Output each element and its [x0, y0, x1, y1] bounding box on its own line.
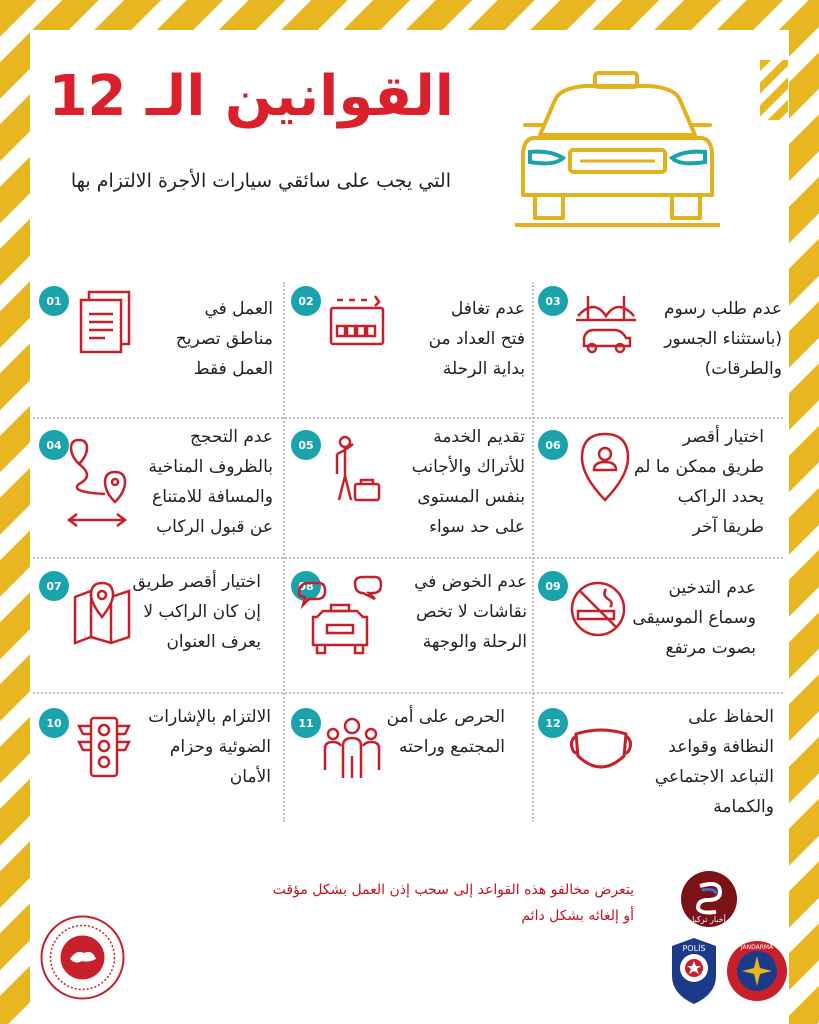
rule-text-line: للأتراك والأجانب: [411, 457, 525, 477]
rule-text-line: الضوئية وحزام: [169, 737, 271, 757]
rule-text-line: بداية الرحلة: [442, 359, 525, 379]
rule-text-line: فتح العداد من: [428, 329, 525, 349]
rule-card-06: [534, 422, 782, 557]
rule-text-line: العمل في: [204, 299, 273, 319]
route-distance-icon: [65, 436, 131, 536]
rule-card-07: [33, 567, 281, 702]
rules-grid: [33, 282, 783, 822]
rule-number-badge: 07: [39, 571, 69, 601]
rule-number-badge: 06: [538, 430, 568, 460]
rule-card-02: [285, 282, 533, 417]
rule-text-line: عدم تغافل: [450, 299, 525, 319]
page-subtitle: التي يجب على سائقي سيارات الأجرة الالتزام بها: [70, 170, 451, 192]
rule-number-badge: 11: [291, 708, 321, 738]
footer-warning: [273, 877, 634, 929]
gendarmerie-badge-icon: [726, 940, 788, 1002]
rule-number-badge: 02: [291, 286, 321, 316]
rule-text-line: الرحلة والوجهة: [422, 632, 527, 652]
rule-number-badge: 10: [39, 708, 69, 738]
rule-text-line: والطرقات): [704, 359, 782, 379]
rule-text-line: طريقا آخر: [692, 517, 764, 537]
rule-card-01: [33, 282, 281, 417]
rule-card-09: [534, 567, 782, 702]
rule-text-line: والكمامة: [713, 797, 774, 817]
rule-text-line: عدم التدخين: [668, 578, 756, 598]
rule-text-line: المجتمع وراحته: [398, 737, 505, 757]
ministry-seal-icon: [40, 915, 125, 1000]
rule-text-line: يعرف العنوان: [166, 632, 261, 652]
page-title: القوانين الـ 12: [48, 64, 454, 129]
rule-card-11: [285, 702, 533, 837]
taxi-chat-icon: [295, 575, 385, 660]
passenger-luggage-icon: [325, 434, 387, 506]
rule-text-line: عدم طلب رسوم: [663, 299, 782, 319]
police-badge-text: POLİS: [682, 944, 706, 953]
rule-card-04: [33, 422, 281, 557]
footer-line: يتعرض مخالفو هذه القواعد إلى سحب إذن العمل بشكل مؤقت: [272, 882, 634, 898]
rule-text-line: على حد سواء: [429, 517, 525, 537]
news-logo-icon: [680, 870, 738, 928]
rule-text-line: اختيار أقصر طريق: [132, 572, 261, 592]
rule-text-line: تقديم الخدمة: [433, 427, 525, 447]
rule-text-line: عدم التحجج: [190, 427, 273, 447]
rule-number-badge: 04: [39, 430, 69, 460]
gendarme-badge-text: JANDARMA: [740, 944, 774, 951]
police-badge-icon: [668, 936, 720, 1006]
rule-text-line: بنفس المستوى: [417, 487, 525, 507]
footer-line: أو إلغائه بشكل دائم: [521, 908, 634, 924]
rule-text-line: عدم الخوض في: [414, 572, 527, 592]
rule-number-badge: 01: [39, 286, 69, 316]
rule-text-line: نقاشات لا تخص: [416, 602, 527, 622]
rule-text-line: بالظروف المناخية: [148, 457, 273, 477]
rule-text-line: العمل فقط: [193, 359, 273, 379]
location-person-icon: [574, 430, 636, 502]
rule-text-line: (باستثناء الجسور: [664, 329, 782, 349]
rule-card-10: [33, 702, 281, 837]
rule-number-badge: 09: [538, 571, 568, 601]
rule-text-line: عن قبول الركاب: [156, 517, 273, 537]
taximeter-icon: [327, 292, 389, 364]
rule-text-line: الالتزام بالإشارات: [148, 707, 271, 727]
rule-text-line: اختيار أقصر: [682, 427, 764, 447]
rule-card-08: [285, 567, 533, 702]
rule-text-line: وسماع الموسيقى: [632, 608, 756, 628]
rule-text-line: مناطق تصريح: [175, 329, 273, 349]
rule-text-line: الحرص على أمن: [386, 707, 505, 727]
face-mask-icon: [568, 716, 634, 788]
rule-text-line: النظافة وقواعد: [668, 737, 774, 757]
decorative-stripes: [760, 60, 788, 120]
rule-text-line: الأمان: [229, 767, 271, 787]
people-group-icon: [321, 716, 383, 788]
rule-card-12: [534, 702, 782, 837]
rule-text-line: والمسافة للامتناع: [152, 487, 273, 507]
rule-number-badge: 12: [538, 708, 568, 738]
rule-text-line: التباعد الاجتماعي: [654, 767, 774, 787]
no-smoking-icon: [566, 573, 630, 645]
rule-text-line: بصوت مرتفع: [665, 638, 756, 658]
rule-text-line: يحدد الراكب: [677, 487, 764, 507]
taxi-hero-icon: [515, 70, 720, 230]
documents-icon: [75, 288, 137, 360]
rule-number-badge: 05: [291, 430, 321, 460]
rule-number-badge: 03: [538, 286, 568, 316]
rule-card-05: [285, 422, 533, 557]
map-pin-icon: [71, 577, 133, 649]
rule-text-line: إن كان الراكب لا: [143, 602, 261, 622]
bridge-car-icon: [574, 288, 638, 360]
rule-number-badge: 08: [291, 571, 321, 601]
rule-text-line: الحفاظ على: [688, 707, 774, 727]
rule-card-03: [534, 282, 782, 417]
traffic-light-icon: [73, 714, 135, 786]
rule-text-line: طريق ممكن ما لم: [633, 457, 764, 477]
news-logo-text: أخبار تركيا: [692, 915, 726, 924]
